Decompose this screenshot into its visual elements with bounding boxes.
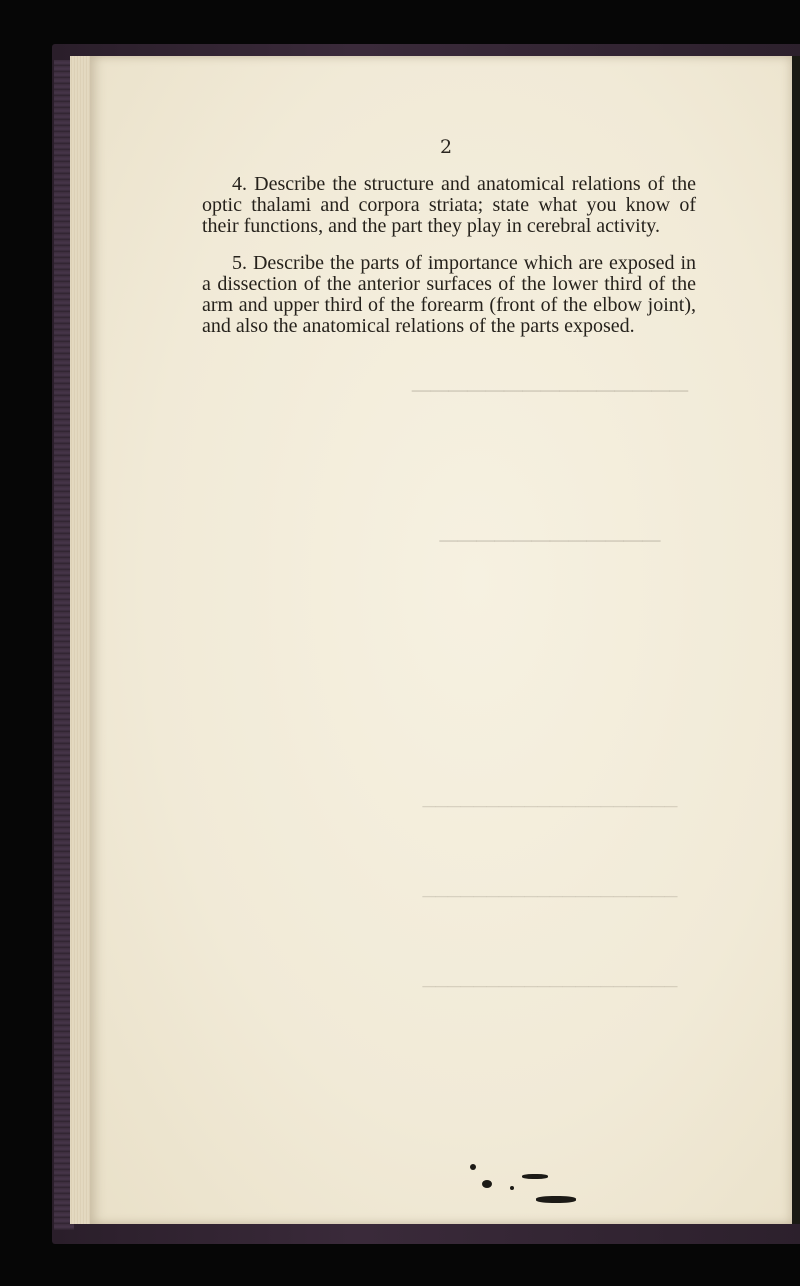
question-item bbox=[202, 253, 696, 337]
ink-blot bbox=[510, 1186, 514, 1190]
show-through-texture: ─────────────── bbox=[411, 376, 689, 405]
ink-blot bbox=[482, 1180, 492, 1188]
question-text: Describe the parts of importance which are exposed in a dissection of the anterior surfaces of the lower third of the arm and upper third of the forearm (front of the elbow joint), and also the anatomical relations of the parts exposed. bbox=[202, 252, 697, 337]
ink-blot bbox=[536, 1196, 576, 1203]
ink-blot bbox=[522, 1174, 548, 1179]
show-through-texture: ──────────────────── bbox=[422, 886, 678, 906]
show-through-texture: ──────────────────── bbox=[422, 796, 678, 816]
right-gutter bbox=[792, 56, 800, 1224]
question-number: 5. bbox=[232, 252, 247, 274]
ink-blot bbox=[470, 1164, 476, 1170]
exam-questions bbox=[202, 174, 696, 353]
show-through-texture: ──────────── bbox=[439, 526, 661, 555]
question-item bbox=[202, 174, 696, 237]
document-page bbox=[90, 56, 792, 1224]
page-number: 2 bbox=[439, 136, 453, 158]
question-number: 4. bbox=[232, 173, 247, 195]
show-through-texture: ──────────────────── bbox=[422, 976, 678, 996]
question-text: Describe the structure and anatomical relations of the optic thalami and corpora striata; state what you know of their functions, and the part they play in cerebral activity. bbox=[202, 173, 696, 237]
